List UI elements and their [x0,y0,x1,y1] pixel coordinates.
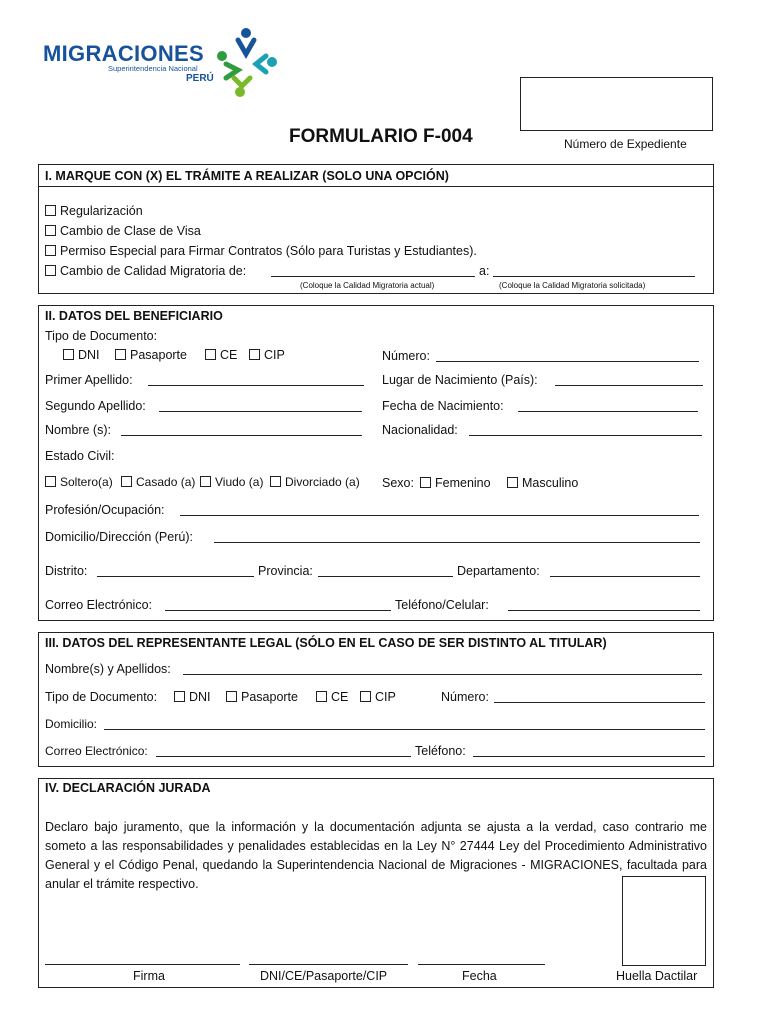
note-solicitada: (Coloque la Calidad Migratoria solicitada) [499,281,646,290]
emblem-dot-left [217,51,227,61]
firma-line[interactable] [45,964,240,965]
provincia-label: Provincia: [258,564,313,578]
tipo-documento-label: Tipo de Documento: [45,329,158,343]
checkbox-divorciado[interactable] [270,476,281,487]
section-1-divider [38,186,714,187]
primer-apellido-label: Primer Apellido: [45,373,133,387]
rep-doc-dni-label: DNI [189,690,211,704]
emblem-right-shape [256,56,266,72]
rep-doc-pasaporte[interactable] [226,690,298,704]
doc-type-dni[interactable] [63,348,100,362]
domicilio-label: Domicilio/Dirección (Perú): [45,530,193,544]
option-cambio-calidad[interactable] [45,264,246,278]
nacionalidad-field[interactable] [469,435,702,436]
section-2-title: II. DATOS DEL BENEFICIARIO [45,309,223,323]
dni-label: DNI/CE/Pasaporte/CIP [260,969,388,983]
correo-field[interactable] [165,610,391,611]
distrito-field[interactable] [97,576,254,577]
civil-soltero[interactable] [45,475,113,489]
a-label: a: [479,264,490,278]
rep-nombres-field[interactable] [183,674,702,675]
rep-doc-dni[interactable] [174,690,211,704]
checkbox-pasaporte[interactable] [115,349,126,360]
calidad-actual-line[interactable] [271,276,475,277]
estado-civil-label: Estado Civil: [45,449,115,463]
rep-numero-label: Número: [441,690,489,704]
rep-doc-cip[interactable] [360,690,396,704]
option-cambio-visa-label: Cambio de Clase de Visa [60,224,201,238]
rep-doc-cip-label: CIP [375,690,396,704]
checkbox-cambio-calidad[interactable] [45,265,56,276]
rep-telefono-field[interactable] [473,756,705,757]
telefono-label: Teléfono/Celular: [395,598,489,612]
lugar-nacimiento-label: Lugar de Nacimiento (País): [382,373,538,387]
option-permiso-especial[interactable] [45,244,477,258]
expediente-label: Número de Expediente [564,137,687,151]
rep-checkbox-cip[interactable] [360,691,371,702]
migraciones-emblem-icon [212,26,280,98]
civil-viudo[interactable] [200,475,263,489]
emblem-dot-bottom [235,87,245,97]
profesion-field[interactable] [180,515,699,516]
departamento-field[interactable] [550,576,700,577]
calidad-solicitada-line[interactable] [493,276,695,277]
doc-type-ce-label: CE [220,348,238,362]
form-title: FORMULARIO F-004 [289,126,473,147]
doc-type-dni-label: DNI [78,348,100,362]
rep-doc-ce-label: CE [331,690,349,704]
option-regularizacion[interactable] [45,204,143,218]
sexo-femenino[interactable] [420,476,491,490]
firma-label: Firma [133,969,165,983]
sexo-masculino[interactable] [507,476,578,490]
doc-type-pasaporte-label: Pasaporte [130,348,187,362]
option-permiso-especial-label: Permiso Especial para Firmar Contratos (Sólo para Turistas y Estudiantes). [60,244,477,258]
checkbox-viudo[interactable] [200,476,211,487]
rep-checkbox-ce[interactable] [316,691,327,702]
emblem-dot-top [241,28,251,38]
rep-correo-field[interactable] [156,756,411,757]
doc-type-cip-label: CIP [264,348,285,362]
primer-apellido-field[interactable] [148,385,364,386]
doc-type-cip[interactable] [249,348,285,362]
checkbox-cip[interactable] [249,349,260,360]
option-regularizacion-label: Regularización [60,204,143,218]
civil-soltero-label: Soltero(a) [60,475,113,489]
doc-type-ce[interactable] [205,348,237,362]
numero-field[interactable] [436,361,699,362]
nacionalidad-label: Nacionalidad: [382,423,458,437]
logo-name: MIGRACIONES [43,41,204,66]
emblem-w-shape [234,78,250,86]
logo-country: PERÚ [186,73,214,84]
rep-numero-field[interactable] [494,702,705,703]
civil-divorciado[interactable] [270,475,360,489]
option-cambio-visa[interactable] [45,224,201,238]
rep-doc-pasaporte-label: Pasaporte [241,690,298,704]
note-actual: (Coloque la Calidad Migratoria actual) [300,281,435,290]
rep-doc-ce[interactable] [316,690,348,704]
correo-label: Correo Electrónico: [45,598,152,612]
domicilio-field[interactable] [214,542,700,543]
sexo-label: Sexo: [382,476,414,490]
provincia-field[interactable] [318,576,453,577]
section-3-title: III. DATOS DEL REPRESENTANTE LEGAL (SÓLO EN EL CASO DE SER DISTINTO AL TITULAR) [45,636,607,650]
nombre-field[interactable] [121,435,362,436]
declaracion-text: Declaro bajo juramento, que la información y la documentación adjunta se ajusta a la verdad, caso contrario me someto a las responsabilidades y penalidades establecidas en la Ley N° 27444 Ley del Procedimiento Administrativo General y el Código Penal, quedando la Superintendencia Nacional de Migraciones - MIGRACIONES, facultada para anular el trámite respectivo. [45,820,707,891]
rep-telefono-label: Teléfono: [415,744,466,758]
rep-tipo-documento-label: Tipo de Documento: [45,690,158,704]
section-1-title: I. MARQUE CON (X) EL TRÁMITE A REALIZAR (SOLO UNA OPCIÓN) [45,169,449,183]
checkbox-casado[interactable] [121,476,132,487]
checkbox-femenino[interactable] [420,477,431,488]
rep-domicilio-label: Domicilio: [45,717,98,731]
civil-casado-label: Casado (a) [136,475,196,489]
fecha-label: Fecha [462,969,497,983]
fecha-nacimiento-label: Fecha de Nacimiento: [382,399,504,413]
fecha-nacimiento-field[interactable] [518,411,698,412]
checkbox-soltero[interactable] [45,476,56,487]
checkbox-permiso-especial[interactable] [45,245,56,256]
civil-divorciado-label: Divorciado (a) [285,475,360,489]
emblem-left-shape [226,64,238,78]
checkbox-masculino[interactable] [507,477,518,488]
lugar-nacimiento-field[interactable] [555,385,703,386]
fecha-line[interactable] [418,964,545,965]
nombre-label: Nombre (s): [45,423,111,437]
rep-checkbox-dni[interactable] [174,691,185,702]
huella-label: Huella Dactilar [616,969,698,983]
logo-subtitle: Superintendencia Nacional [108,64,198,73]
checkbox-ce[interactable] [205,349,216,360]
section-4-title: IV. DECLARACIÓN JURADA [45,781,211,795]
sexo-femenino-label: Femenino [435,476,491,490]
numero-label: Número: [382,349,430,363]
emblem-dot-right [267,57,277,67]
huella-box[interactable] [622,876,706,966]
distrito-label: Distrito: [45,564,88,578]
checkbox-cambio-visa[interactable] [45,225,56,236]
civil-casado[interactable] [121,475,195,489]
telefono-field[interactable] [508,610,700,611]
rep-nombres-label: Nombre(s) y Apellidos: [45,662,171,676]
doc-type-pasaporte[interactable] [115,348,187,362]
emblem-m-shape [238,40,254,54]
checkbox-dni[interactable] [63,349,74,360]
option-cambio-calidad-label: Cambio de Calidad Migratoria de: [60,264,247,278]
rep-checkbox-pasaporte[interactable] [226,691,237,702]
rep-correo-label: Correo Electrónico: [45,744,148,758]
departamento-label: Departamento: [457,564,540,578]
rep-domicilio-field[interactable] [104,729,705,730]
profesion-label: Profesión/Ocupación: [45,503,165,517]
checkbox-regularizacion[interactable] [45,205,56,216]
civil-viudo-label: Viudo (a) [215,475,264,489]
segundo-apellido-label: Segundo Apellido: [45,399,146,413]
segundo-apellido-field[interactable] [159,411,362,412]
dni-line[interactable] [249,964,408,965]
expediente-box[interactable] [520,77,713,131]
sexo-masculino-label: Masculino [522,476,579,490]
